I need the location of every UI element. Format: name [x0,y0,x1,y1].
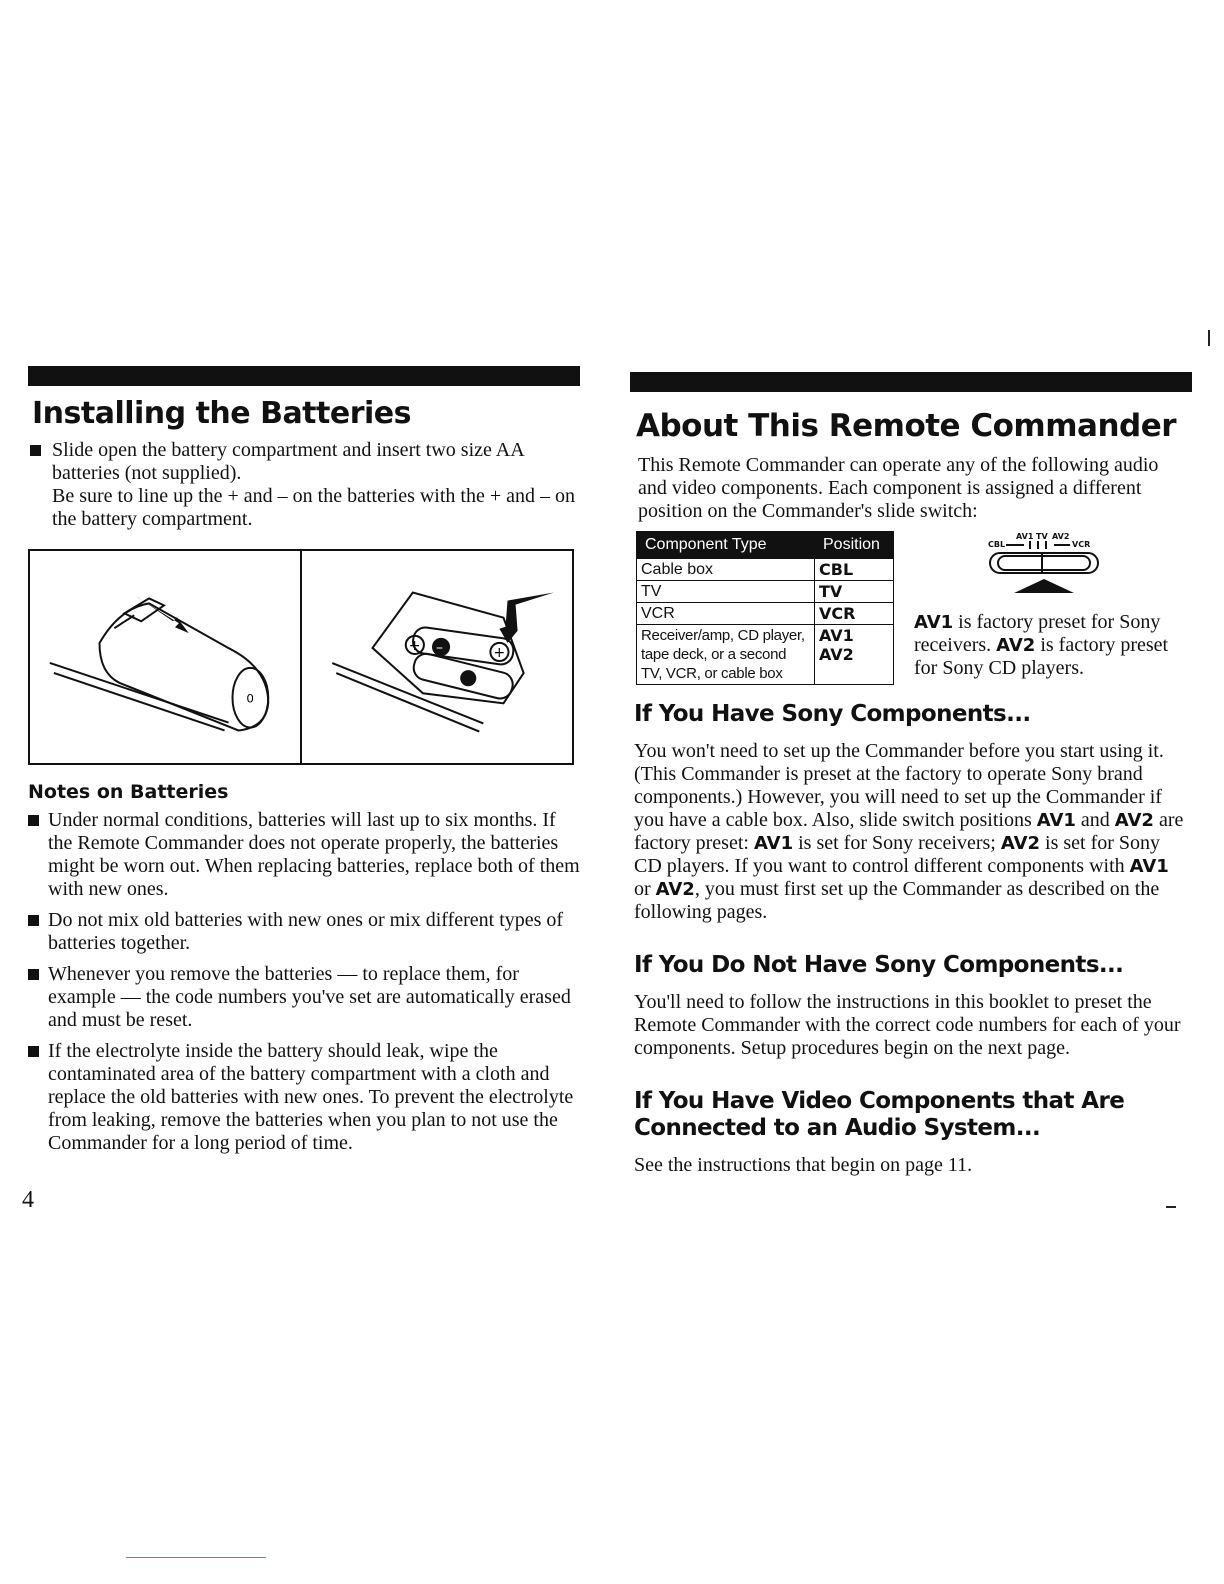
switch-note [914,611,1184,680]
bullet-square-icon [28,815,39,826]
component-type-cell: VCR [637,603,815,625]
notes-list [28,809,580,1155]
position-cell [815,625,894,685]
bottom-line [126,1557,266,1558]
component-table [636,531,894,685]
note-item [28,809,580,901]
table-row [637,603,894,625]
slide-switch-icon [984,531,1104,597]
type-line: TV, VCR, or cable box [641,665,783,682]
install-line-2: Be sure to line up the + and – on the batteries with the + and – on the battery compartment. [52,485,575,530]
margin-mark [1166,1206,1176,1208]
section-rule [28,366,580,386]
bullet-square-icon [28,969,39,980]
install-line-1: Slide open the battery compartment and insert two size AA batteries (not supplied). [52,439,524,484]
switch-label-cbl: CBL [988,540,1006,549]
slide-switch-area [914,531,1184,685]
note-item [28,963,580,1032]
type-line: tape deck, or a second [641,646,787,663]
position-cell: VCR [815,603,894,625]
open-compartment-panel [30,551,300,763]
note-item [28,909,580,955]
table-row [637,625,894,685]
note-text: Under normal conditions, batteries will last up to six months. If the Remote Commander does not operate properly, the batteries might be worn out. When replacing batteries, replace both of them with new ones. [48,809,580,900]
table-row [637,559,894,581]
position-cell: TV [815,581,894,603]
component-type-header: Component Type [637,532,815,559]
battery-illustration [28,549,574,765]
insert-batteries-illustration [302,551,572,763]
slide-cover-illustration [30,551,300,763]
margin-mark [1208,330,1210,346]
switch-label-tv: TV [1036,532,1048,541]
note-text: Whenever you remove the batteries — to replace them, for example — the code numbers you've set are automatically erased and must be reset. [48,963,571,1031]
video-components-heading: If You Have Video Components that Are Connected to an Audio System... [634,1088,1125,1141]
installing-batteries-title: Installing the Batteries [32,396,411,431]
component-type-cell [637,625,815,685]
av1-bold: AV1 [914,612,954,633]
component-area [636,531,1192,685]
note-item [28,1040,580,1155]
about-remote-title: About This Remote Commander [636,408,1177,444]
video-components-text: See the instructions that begin on page 11. [634,1154,973,1176]
non-sony-heading: If You Do Not Have Sony Components... [634,952,1124,978]
type-line: Receiver/amp, CD player, [641,627,805,644]
sony-components-heading: If You Have Sony Components... [634,701,1031,727]
intro-text: This Remote Commander can operate any of the following audio and video components. Each component is assigned a different position on the Commander's slide switch: [638,454,1159,522]
sony-components-text: You won't need to set up the Commander before you start using it. (This Commander is preset at the factory to operate Sony brand components.) However, you will need to set up the Commander if you have a cable box. Also, slide switch positions AV1 and AV2 are factory preset: AV1 is set for Sony receivers; AV2 is set for Sony CD players. If you want to control different components with AV1 or AV2, you must first set up the Commander as described on the following pages. [634,740,1184,923]
insert-batteries-panel [300,551,572,763]
notes-title: Notes on Batteries [28,781,229,803]
install-instruction [28,439,580,531]
non-sony-text: You'll need to follow the instructions in this booklet to preset the Remote Commander with the correct code numbers for each of your components. Setup procedures begin on the next page. [634,991,1181,1059]
position-header: Position [815,532,894,559]
position-line: AV1 [819,626,854,645]
note-text: Do not mix old batteries with new ones or mix different types of batteries together. [48,909,564,954]
table-row [637,581,894,603]
component-type-cell: Cable box [637,559,815,581]
svg-text:+: + [493,645,506,661]
section-rule [630,372,1192,392]
bullet-square-icon [28,1046,39,1057]
switch-label-av1: AV1 [1016,532,1034,541]
switch-label-av2: AV2 [1052,532,1070,541]
component-type-cell: TV [637,581,815,603]
svg-text:0: 0 [246,691,254,706]
av2-bold: AV2 [996,635,1036,656]
svg-text:–: – [435,639,444,656]
page-number: 4 [22,1187,34,1213]
svg-text:+: + [408,637,421,654]
switch-note-text: is factory preset for Sony receivers. [914,611,1161,656]
arrow-down-icon [499,593,553,643]
bullet-square-icon [28,915,39,926]
bullet-square-icon [30,445,41,456]
switch-label-vcr: VCR [1072,540,1091,549]
left-column [28,366,580,1163]
note-text: If the electrolyte inside the battery should leak, wipe the contaminated area of the battery compartment with a cloth and replace the old batteries with new ones. To prevent the electrolyte from leaking, remove the batteries when you plan to not use the Commander for a long period of time. [48,1040,574,1154]
position-line: AV2 [819,645,854,664]
right-column [630,372,1192,1177]
position-cell: CBL [815,559,894,581]
switch-note-text: is factory preset for Sony CD players. [914,634,1169,679]
